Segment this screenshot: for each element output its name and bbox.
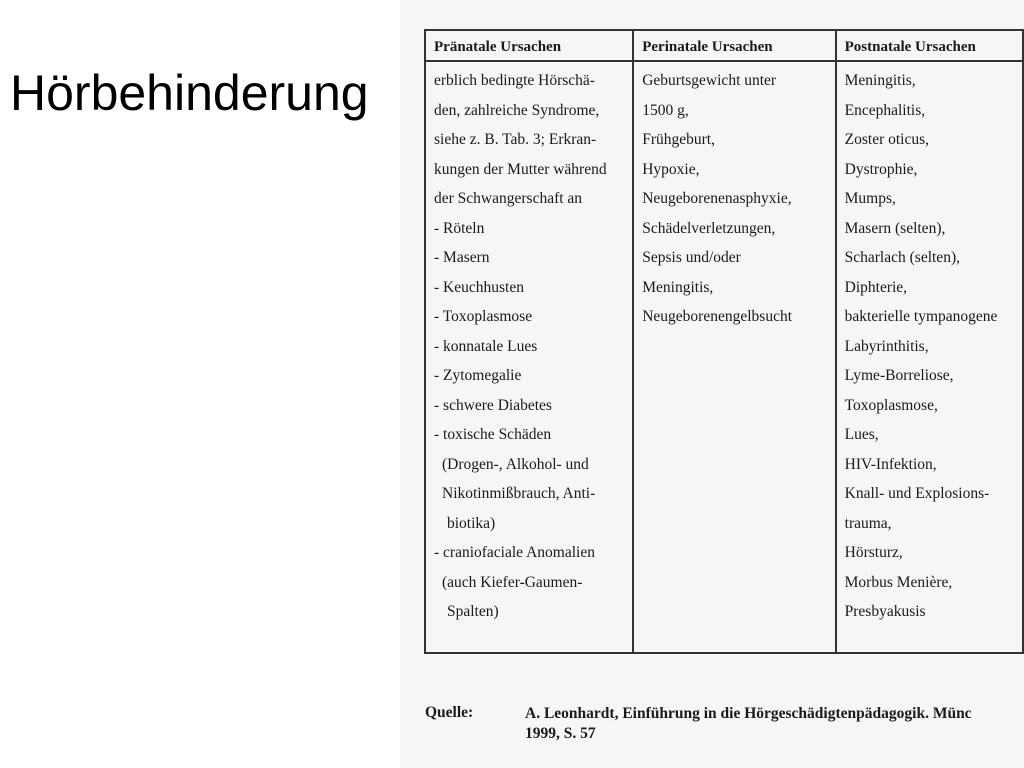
cause-item: Diphterie, (844, 278, 908, 296)
cause-item: - Keuchhusten (434, 278, 524, 296)
cause-item: Meningitis, (844, 72, 916, 89)
cause-item: Lyme-Borreliose, (844, 367, 954, 384)
cause-item: Lues, (844, 426, 879, 443)
cause-item: - schwere Diabetes (434, 396, 552, 414)
cause-item: der Schwangerschaft an (434, 190, 583, 207)
cause-item: - Masern (434, 249, 490, 266)
cause-item: Neugeborenengelbsucht (642, 308, 793, 325)
cause-item: Schädelverletzungen, (642, 219, 776, 237)
cause-item: Encephalitis, (844, 101, 926, 119)
cause-item: den, zahlreiche Syndrome, (434, 101, 600, 119)
cause-item: Masern (selten), (844, 219, 946, 237)
cause-item: Sepsis und/oder (642, 249, 741, 266)
cause-item: Hypoxie, (642, 160, 700, 178)
cause-item: Meningitis, (642, 278, 714, 296)
cause-item: - Toxoplasmose (434, 308, 533, 325)
header-perinatal: Perinatale Ursachen (633, 30, 835, 61)
cause-item: (auch Kiefer-Gaumen- (442, 573, 583, 591)
cause-item: Dystrophie, (844, 160, 918, 178)
cause-item: erblich bedingte Hörschä- (434, 72, 595, 89)
cause-item: - craniofaciale Anomalien (434, 544, 595, 561)
source-line: 1999, S. 57 (525, 725, 596, 742)
source-text (525, 704, 972, 744)
cause-item: Geburtsgewicht unter (642, 72, 777, 89)
cause-item: Neugeborenenasphyxie, (642, 190, 792, 207)
cause-item: - Röteln (434, 219, 485, 237)
causes-table (424, 29, 1024, 654)
cell-prenatal-causes (425, 61, 633, 653)
cause-item: HIV-Infektion, (844, 455, 937, 473)
cause-item: - Zytomegalie (434, 367, 522, 384)
source-line: A. Leonhardt, Einführung in die Hörgeschädigtenpädagogik. Münc (525, 705, 972, 722)
cause-item: Spalten) (447, 603, 499, 620)
cause-item: Scharlach (selten), (844, 249, 960, 266)
cause-item: siehe z. B. Tab. 3; Erkran- (434, 131, 597, 148)
cell-postnatal-causes (836, 61, 1023, 653)
cause-item: bakterielle tympanogene (844, 308, 998, 325)
cause-item: 1500 g, (642, 101, 689, 119)
slide-title: Hörbehinderung (10, 65, 369, 121)
table-header-row (425, 30, 1023, 61)
cause-item: - konnatale Lues (434, 337, 538, 355)
cause-item: Hörsturz, (844, 544, 903, 561)
cause-item: (Drogen-, Alkohol- und (442, 455, 589, 473)
cause-item: Presbyakusis (844, 603, 926, 620)
cause-item: Zoster oticus, (844, 131, 930, 148)
cause-item: Mumps, (844, 190, 896, 207)
cause-item: Labyrinthitis, (844, 337, 929, 355)
table-body-row (425, 61, 1023, 653)
source-label: Quelle: (425, 704, 474, 721)
cause-item: trauma, (844, 514, 892, 532)
cause-item: Toxoplasmose, (844, 396, 938, 414)
cause-item: - toxische Schäden (434, 426, 552, 443)
cause-item: Nikotinmißbrauch, Anti- (442, 485, 596, 502)
cause-item: biotika) (447, 514, 496, 532)
cause-item: Frühgeburt, (642, 131, 715, 148)
cell-perinatal-causes (633, 61, 835, 653)
cause-item: kungen der Mutter während (434, 160, 607, 178)
header-prenatal: Pränatale Ursachen (425, 30, 633, 61)
cause-item: Knall- und Explosions- (844, 485, 990, 502)
cause-item: Morbus Menière, (844, 573, 953, 591)
header-postnatal: Postnatale Ursachen (836, 30, 1023, 61)
